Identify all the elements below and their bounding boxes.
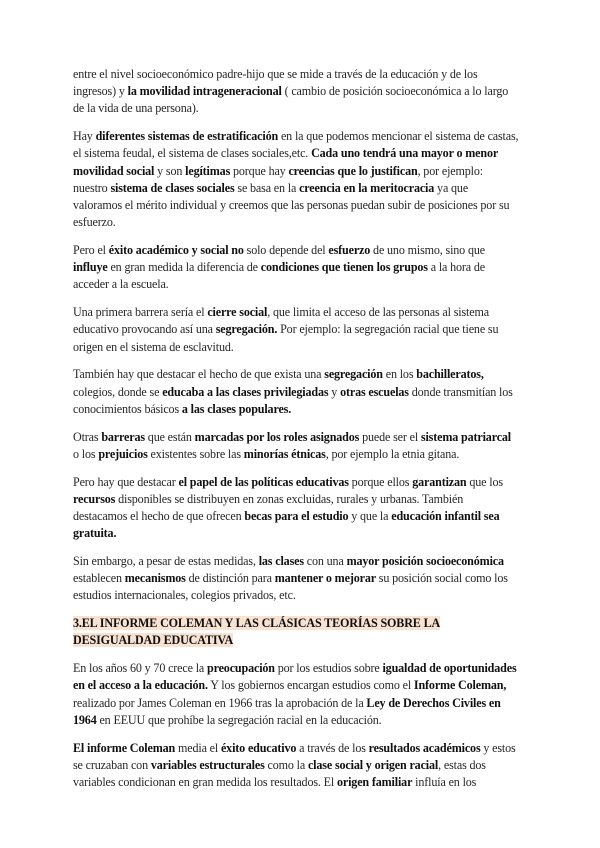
paragraph: [73, 128, 519, 231]
bold-text: el papel de las políticas educativas: [178, 474, 349, 489]
bold-text: minorías étnicas: [243, 446, 326, 461]
bold-text: sistema patriarcal: [420, 429, 512, 444]
text-run: Pero el: [73, 243, 109, 258]
bold-text: segregación: [324, 367, 383, 382]
bold-text: diferentes sistemas de estratificación: [95, 129, 279, 144]
document-body: [73, 66, 519, 802]
bold-text: educación infantil sea gratuita.: [73, 509, 500, 541]
bold-text: sistema de clases sociales: [110, 180, 235, 195]
bold-text: influye: [73, 260, 108, 275]
text-run: disponibles se distribuyen en zonas excluidas, rurales y urbanas. También destacamos el hecho de que ofrecen: [73, 491, 464, 524]
text-run: , que limita el acceso de las personas al sistema educativo provocando así una: [73, 305, 489, 337]
bold-text: barreras: [101, 429, 145, 444]
bold-text: éxito académico y social no: [108, 243, 244, 258]
text-run: y estos se cruzaban con: [73, 740, 516, 772]
bold-text: segregación.: [215, 322, 278, 337]
bold-text: mayor posición socioeconómica: [346, 554, 504, 569]
text-run: existentes sobre las: [147, 446, 244, 461]
text-run: de uno mismo, sino que: [370, 243, 485, 258]
bold-text: éxito educativo: [220, 740, 297, 755]
text-run: con una: [303, 554, 347, 569]
text-run: realizado por James Coleman en 1966 tras la aprobación de la: [73, 695, 367, 710]
text-run: a través de los: [296, 740, 369, 755]
text-run: En los años 60 y 70 crece la: [73, 661, 208, 676]
bold-text: la movilidad intrageneracional: [127, 84, 282, 99]
paragraph: [73, 242, 519, 294]
text-run: establecen: [73, 571, 125, 586]
bold-text: mantener o mejorar: [274, 571, 376, 586]
text-run: a la hora de acceder a la escuela.: [73, 260, 486, 292]
text-run: o los: [73, 446, 99, 461]
paragraph: [73, 474, 519, 543]
text-run: en EEUU que prohíbe la segregación racial en la educación.: [96, 712, 382, 727]
text-run: Hay: [73, 129, 96, 144]
paragraph: [73, 660, 519, 729]
text-run: Otras: [73, 429, 102, 444]
text-run: porque ellos: [348, 474, 413, 489]
text-run: y: [328, 384, 341, 399]
text-run: colegios, donde se: [73, 384, 163, 399]
bold-text: becas para el estudio: [244, 509, 349, 524]
text-run: en gran medida la diferencia de: [107, 260, 261, 275]
text-run: que están: [144, 429, 195, 444]
bold-text: bachilleratos,: [416, 367, 484, 382]
text-run: solo depende del: [243, 243, 329, 258]
bold-text: mecanismos: [124, 571, 186, 586]
section-heading-text: 3.EL INFORME COLEMAN Y LAS CLÁSICAS TEORÍAS SOBRE LA DESIGUALDAD EDUCATIVA: [73, 616, 441, 648]
bold-text: a las clases populares.: [181, 401, 292, 416]
text-run: ya que valoramos el mérito individual y creemos que las personas puedan subir de posiciones por su esfuerzo.: [73, 180, 510, 230]
bold-text: educaba a las clases privilegiadas: [162, 384, 329, 399]
bold-text: marcadas por los roles asignados: [194, 429, 360, 444]
text-run: media el: [175, 740, 221, 755]
text-run: por los estudios sobre: [274, 661, 383, 676]
paragraphs-after-heading: [73, 660, 519, 791]
bold-text: Ley de Derechos Civiles en 1964: [73, 695, 501, 727]
text-run: que los: [466, 474, 503, 489]
text-run: como la: [264, 757, 308, 772]
bold-text: recursos: [73, 491, 116, 506]
bold-text: otras escuelas: [340, 384, 409, 399]
bold-text: clase social y origen racial: [307, 757, 439, 772]
bold-text: prejuicios: [98, 446, 148, 461]
bold-text: Informe Coleman,: [413, 678, 507, 693]
text-run: , estas dos variables condicionan en gran medida los resultados. El: [73, 757, 486, 790]
text-run: Sin embargo, a pesar de estas medidas,: [73, 554, 259, 569]
text-run: ( cambio de posición socioeconómica a lo largo de la vida de una persona).: [73, 84, 509, 116]
text-run: entre el nivel socioeconómico padre-hijo que se mide a través de la educación y de los ingresos) y: [73, 67, 478, 99]
paragraph: [73, 66, 519, 118]
text-run: en la que podemos mencionar el sistema de castas, el sistema feudal, el sistema de clases sociales,etc.: [73, 129, 519, 161]
text-run: Por ejemplo: la segregación racial que tiene su origen en el sistema de esclavitud.: [73, 322, 499, 354]
bold-text: garantizan: [412, 474, 467, 489]
bold-text: legítimas: [185, 163, 231, 178]
text-run: y son: [154, 163, 186, 178]
text-run: , por ejemplo: nuestro: [73, 163, 483, 195]
text-run: puede ser el: [359, 429, 421, 444]
bold-text: esfuerzo: [328, 243, 371, 258]
text-run: Una primera barrera sería el: [73, 305, 208, 320]
section-heading: [73, 615, 519, 649]
text-run: de distinción para: [185, 571, 275, 586]
text-run: donde transmitían los conocimientos básicos: [73, 384, 513, 416]
paragraph: [73, 429, 519, 463]
bold-text: las clases: [258, 554, 304, 569]
text-run: Y los gobiernos encargan estudios como el: [207, 678, 414, 693]
text-run: y que la: [348, 509, 392, 524]
bold-text: preocupación: [207, 661, 275, 676]
bold-text: origen familiar: [336, 775, 413, 790]
bold-text: creencias que lo justifican: [288, 163, 418, 178]
bold-text: igualdad de oportunidades en el acceso a la educación.: [73, 661, 517, 693]
text-run: influía en los: [412, 775, 477, 790]
text-run: en los: [382, 367, 417, 382]
bold-text: El informe Coleman: [73, 740, 176, 755]
bold-text: condiciones que tienen los grupos: [260, 260, 428, 275]
text-run: se basa en la: [234, 180, 300, 195]
bold-text: Cada uno tendrá una mayor o menor movilidad social: [73, 146, 498, 178]
text-run: Pero hay que destacar: [73, 474, 179, 489]
text-run: , por ejemplo la etnia gitana.: [325, 446, 460, 461]
paragraph: [73, 553, 519, 605]
paragraph: [73, 304, 519, 356]
text-run: porque hay: [230, 163, 289, 178]
bold-text: cierre social: [207, 305, 268, 320]
bold-text: resultados académicos: [368, 740, 481, 755]
paragraph: [73, 740, 519, 792]
text-run: su posición social como los estudios internacionales, colegios privados, etc.: [73, 571, 508, 603]
paragraphs-before-heading: [73, 66, 519, 605]
paragraph: [73, 366, 519, 418]
bold-text: variables estructurales: [150, 757, 265, 772]
bold-text: creencia en la meritocracia: [299, 180, 435, 195]
text-run: También hay que destacar el hecho de que exista una: [73, 367, 325, 382]
